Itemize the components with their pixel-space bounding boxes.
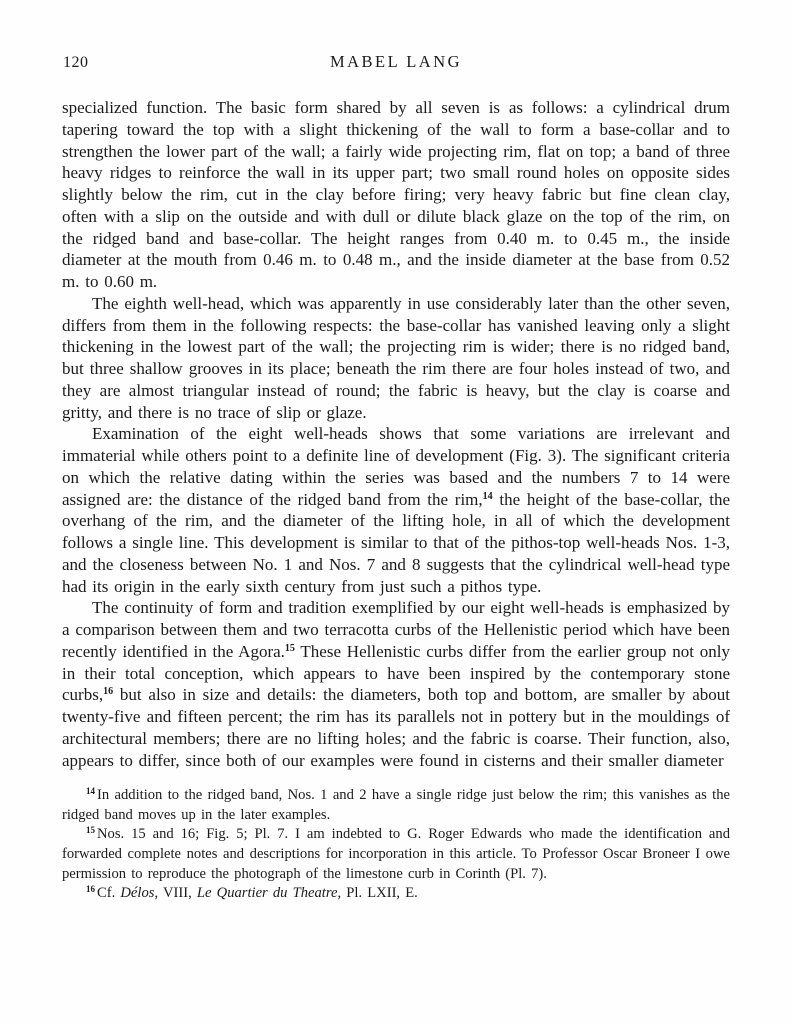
footnotes-section [62,786,730,904]
italic-text: Délos [120,885,155,902]
footnote-reference: 14 [482,490,493,502]
italic-text: Le Quartier du Theatre [196,885,338,902]
text-run: The eighth well-head, which was apparently in use considerably later than the other seven, differs from them in the following respects: the base-collar has vanished leaving only a slight thickening in the lowest part of the wall; the projecting rim is wider; there is no ridged band, but three shallow grooves in its place; beneath the rim there are four holes instead of two, and they are almost triangular instead of round; the fabric is heavy, but the clay is coarse and gritty, and there is no trace of slip or glaze. [62,293,730,422]
footnote [62,825,730,884]
footnote-marker: 14 [86,786,95,797]
text-run: , Pl. LXII, E. [337,885,418,902]
text-run: These Hellenistic curbs differ from the earlier group not only in their total conception, which appears to have been inspired by the contemporary stone curbs, [62,641,730,705]
text-run: the height of the base-collar, the overhang of the rim, and the diameter of the lifting hole, in all of which the development follows a single line. This development is similar to that of the pithos-top well-heads Nos. 1-3, and the closeness between No. 1 and Nos. 7 and 8 suggests that the cylindrical well-head type had its origin in the early sixth century from just such a pithos type. [62,489,730,596]
text-run: Examination of the eight well-heads shows that some variations are irrelevant and immaterial while others point to a definite line of development (Fig. 3). The significant criteria on which the relative dating within the series was based and the numbers 7 to 14 were assigned are: the distance of the ridged band from the rim, [62,424,730,509]
text-run: In addition to the ridged band, Nos. 1 and 2 have a single ridge just below the rim; this vanishes as the ridged band moves up in the later examples. [62,787,730,823]
text-run: but also in size and details: the diameters, both top and bottom, are smaller by about twenty-five and fifteen percent; the rim has its parallels not in pottery but in the mouldings of architectural members; there are no lifting holes; and the fabric is coarse. Their function, also, appears to differ, since both of our examples were found in cisterns and their smaller diameter [62,685,730,770]
body-paragraph [62,97,730,293]
footnote-marker: 15 [86,825,95,836]
text-run: , VIII, [154,885,197,902]
footnote [62,786,730,825]
footnote-marker: 16 [86,884,95,895]
article-body [62,97,730,771]
body-paragraph [62,423,730,597]
body-paragraph [62,597,730,771]
text-run: Cf. [97,885,121,902]
text-run: The continuity of form and tradition exemplified by our eight well-heads is emphasized by a comparison between them and two terracotta curbs of the Hellenistic period which have been recently identified in the Agora. [62,598,730,661]
footnote-reference: 15 [284,642,295,654]
page-header [62,52,730,72]
footnote [62,884,730,904]
page-number: 120 [63,54,89,71]
text-run: specialized function. The basic form shared by all seven is as follows: a cylindrical drum tapering toward the top with a slight thickening of the wall to form a base-collar and to strengthen the lower part of the wall; a fairly wide projecting rim, flat on top; a band of three heavy ridges to reinforce the wall in its upper part; two small round holes on opposite sides slightly below the rim, cut in the clay before firing; very heavy fabric but fine clean clay, often with a slip on the outside and with dull or dilute black glaze on the top of the rim, on the ridged band and base-collar. The height ranges from 0.40 m. to 0.45 m., the inside diameter at the mouth from 0.46 m. to 0.48 m., and the inside diameter at the base from 0.52 m. to 0.60 m. [62,98,730,291]
running-head: MABEL LANG [329,52,463,71]
footnote-reference: 16 [103,686,114,698]
text-run: Nos. 15 and 16; Fig. 5; Pl. 7. I am indebted to G. Roger Edwards who made the identification and forwarded complete notes and descriptions for incorporation in this article. To Professor Oscar Broneer I owe permission to reproduce the photograph of the limestone curb in Corinth (Pl. 7). [62,826,730,882]
body-paragraph [62,293,730,424]
